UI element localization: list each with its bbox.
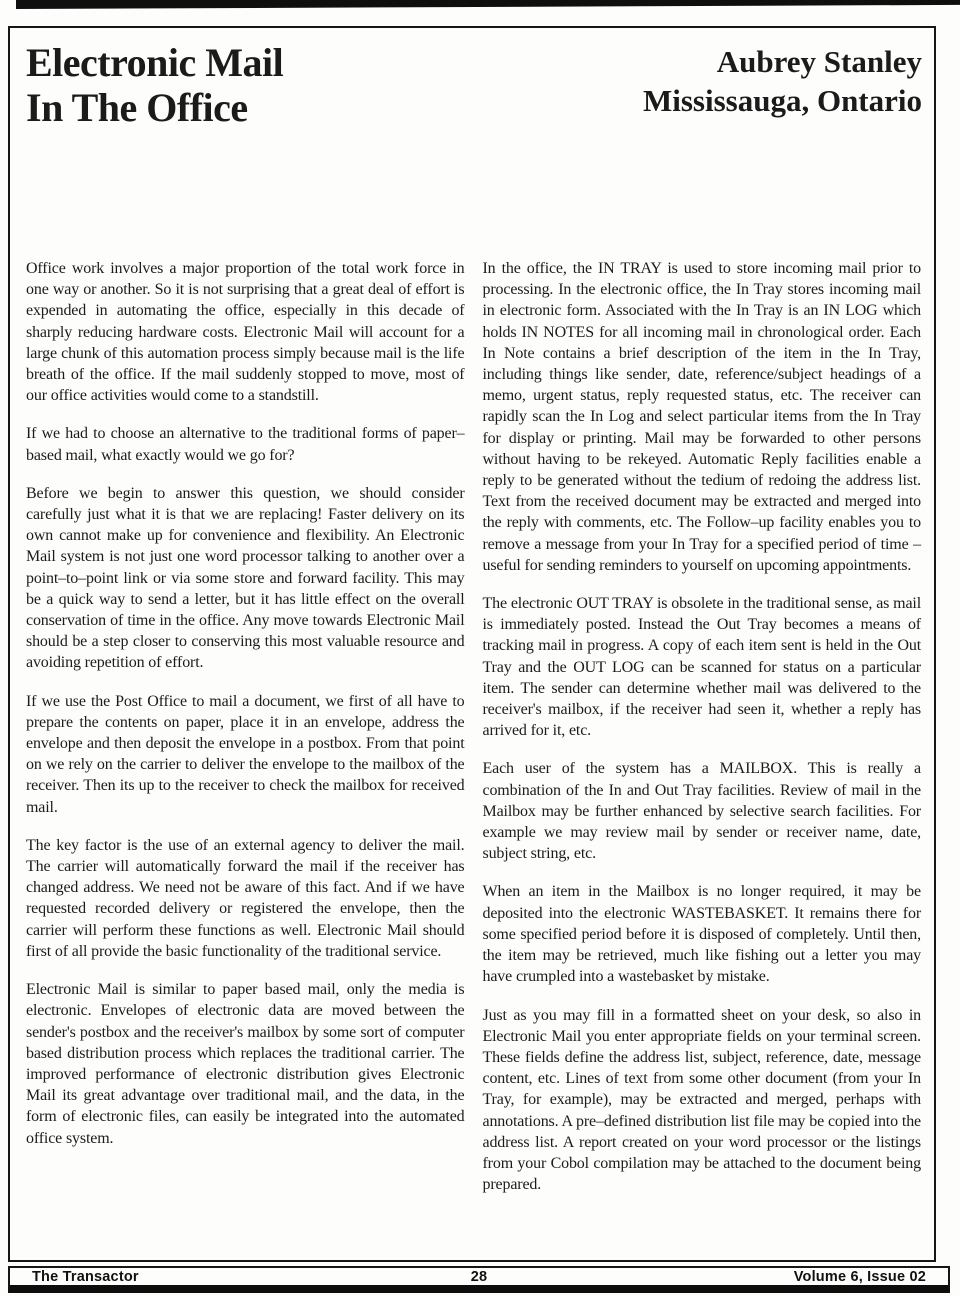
author-name: Aubrey Stanley xyxy=(716,44,922,79)
paragraph: Just as you may fill in a formatted sheet on your desk, so also in Electronic Mail you enter appropriate fields on your terminal screen. These fields define the address list, subject, reference, date, message content, etc. Lines of text from some other document (from your In Tray, for example), may be extracted and merged, perhaps with annotations. A pre–defined distribution list file may be copied into the address list. A report created on your word processor or the listings from your Cobol compilation may be attached to the document being prepared. xyxy=(482,1006,921,1194)
author-location: Mississauga, Ontario xyxy=(642,83,922,118)
article-title xyxy=(26,40,283,130)
paragraph: Electronic Mail is similar to paper based mail, only the media is electronic. Envelopes of electronic data are moved between the sender's postbox and the receiver's mailbox by some sort of computer based distribution process which replaces the traditional carrier. The improved performance of electronic distribution gives Electronic Mail its great advantage over traditional mail, and the data, in the form of electronic files, can easily be integrated into the automated office system. xyxy=(26,981,465,1147)
article-title-line1: Electronic Mail xyxy=(26,40,284,85)
paragraph: The key factor is the use of an external agency to deliver the mail. The carrier will automatically forward the mail if the receiver has changed address. We need not be aware of this fact. And if we have requested recorded delivery or registered the envelope, then the carrier will perform these functions as well. Electronic Mail should first of all provide the basic functionality of the traditional service. xyxy=(26,836,465,960)
paragraph: Office work involves a major proportion of the total work force in one way or another. So it is not surprising that a great deal of effort is expended in automating the office, especially in this decade of sharply reducing hardware costs. Electronic Mail will account for a large chunk of this automation process simply because mail is the life breath of the office. If the mail suddenly stopped to move, most of our office activities would come to a standstill. xyxy=(26,260,465,405)
paragraph: Each user of the system has a MAILBOX. This is really a combination of the In and Out Tray facilities. Review of mail in the Mailbox may be further enhanced by selective search facilities. For example we may review mail by sender or receiver name, date, subject string, etc. xyxy=(482,760,921,863)
footer-page-number: 28 xyxy=(470,1268,488,1285)
paragraph: If we had to choose an alternative to the traditional forms of paper–based mail, what exactly would we go for? xyxy=(26,425,465,464)
paragraph: When an item in the Mailbox is no longer required, it may be deposited into the electronic WASTEBASKET. It remains there for some specified period before it is disposed of completely. Until then, the item may be retrieved, much like fishing out a letter you may have crumpled into a wastebasket by mistake. xyxy=(482,883,921,986)
article-body xyxy=(26,258,921,1195)
page-top-scan-bar xyxy=(16,0,960,9)
paragraph: In the office, the IN TRAY is used to store incoming mail prior to processing. In the electronic office, the In Tray stores incoming mail in electronic form. Associated with the In Tray is an IN LOG which holds IN NOTES for all incoming mail in chronological order. Each In Note contains a brief description of the item in the In Tray, including things like sender, date, reference/subject headings of a memo, urgent status, reply requested status, etc. The receiver can rapidly scan the In Log and select particular items from the In Tray for display or printing. Mail may be forwarded to other persons without having to be rekeyed. Automatic Reply facilities enable a reply to be generated without the tedium of redoing the address list. Text from the received document may be extracted and merged into the reply with comments, etc. The Follow–up facility enables you to remove a message from your In Tray for a specified period of time – useful for sending reminders to yourself on upcoming appointments. xyxy=(482,260,921,574)
article-border-box xyxy=(8,26,936,1262)
footer-magazine-name: The Transactor xyxy=(32,1268,139,1285)
article-header xyxy=(26,40,922,130)
column-right xyxy=(483,258,922,1195)
article-title-line2: In The Office xyxy=(26,85,248,130)
paragraph: The electronic OUT TRAY is obsolete in the traditional sense, as mail is immediately posted. Instead the Out Tray becomes a means of tracking mail in progress. A copy of each item sent is held in the Out Tray and the OUT LOG can be scanned for status on a particular item. The sender can determine whether mail was delivered to the receiver's mailbox, if the receiver had seen it, whether a reply has arrived for it, etc. xyxy=(482,595,921,740)
column-left xyxy=(26,258,465,1195)
footer-issue-label: Volume 6, Issue 02 xyxy=(793,1268,926,1285)
article-author xyxy=(643,42,922,120)
paragraph: If we use the Post Office to mail a document, we first of all have to prepare the contents on paper, place it in an envelope, address the envelope and then deposit the envelope in a postbox. From that point on we rely on the carrier to deliver the envelope to the mailbox of the receiver. Then its up to the receiver to check the mailbox for received mail. xyxy=(26,692,465,816)
paragraph: Before we begin to answer this question, we should consider carefully just what it is that we are replacing! Faster delivery on its own cannot make up for convenience and flexibility. An Electronic Mail system is not just one word processor talking to another over a point–to–point link or via some store and forward facility. This may be a quick way to send a letter, but it has little effect on the overall conservation of time in the office. Any move towards Electronic Mail should be a step closer to conserving this most valuable resource and avoiding repetition of effort. xyxy=(26,484,465,672)
page-footer xyxy=(8,1266,950,1293)
